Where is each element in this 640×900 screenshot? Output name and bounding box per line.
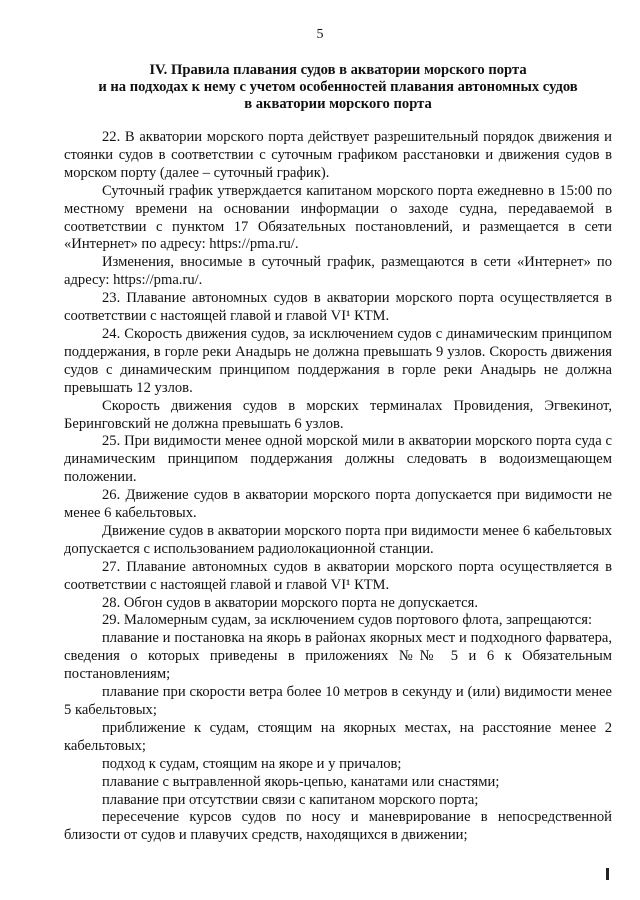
heading-line: IV. Правила плавания судов в акватории морского порта: [149, 62, 527, 78]
paragraph-daily-schedule: Суточный график утверждается капитаном морского порта ежедневно в 15:00 по местному времени на основании информации о заходе судна, передаваемой в соответствии с пунктом 17 Обязательных постановлений, и размещается в сети «Интернет» по адресу: https://pma.ru/.: [64, 182, 612, 253]
list-item: подход к судам, стоящим на якоре и у причалов;: [102, 755, 402, 772]
heading-line: в акватории морского порта: [244, 96, 432, 112]
list-item: приближение к судам, стоящим на якорных местах, на расстояние менее 2 кабельтовых;: [64, 719, 612, 754]
paragraph-schedule-changes: Изменения, вносимые в суточный график, размещаются в сети «Интернет» по адресу: https://pma.ru/.: [64, 254, 612, 289]
paragraph-terminal-speed: Скорость движения судов в морских терминалах Провидения, Эгвекинот, Беринговский не должна превышать 6 узлов.: [64, 397, 612, 432]
paragraph-23: 23. Плавание автономных судов в акватории морского порта осуществляется в соответствии с настоящей главой и главой VI¹ КТМ.: [64, 290, 612, 325]
list-item: плавание и постановка на якорь в районах якорных мест и подходного фарватера, сведения о которых приведены в приложениях №№ 5 и 6 к Обязательным постановлениям;: [64, 630, 612, 683]
paragraph-26: 26. Движение судов в акватории морского порта допускается при видимости не менее 6 кабельтовых.: [64, 487, 612, 522]
paragraph-25: 25. При видимости менее одной морской мили в акватории морского порта суда с динамическим принципом поддержания должны следовать в водоизмещающем положении.: [64, 433, 612, 486]
page-number: 5: [316, 27, 324, 42]
body-text: [64, 129, 612, 845]
paragraph-27: 27. Плавание автономных судов в акватории морского порта осуществляется в соответствии с настоящей главой и главой VI¹ КТМ.: [64, 558, 612, 593]
paragraph-24: 24. Скорость движения судов, за исключением судов с динамическим принципом поддержания, в горле реки Анадырь не должна превышать 9 узлов. Скорость движения судов с динамическим принципом поддержания в горле реки Анадырь не должна превышать 12 узлов.: [64, 325, 612, 396]
scan-artifact: [606, 868, 609, 880]
paragraph-29: 29. Маломерным судам, за исключением судов портового флота, запрещаются:: [102, 612, 593, 629]
list-item: плавание при скорости ветра более 10 метров в секунду и (или) видимости менее 5 кабельтовых;: [64, 684, 612, 718]
list-item: плавание с вытравленной якорь-цепью, канатами или снастями;: [102, 773, 500, 790]
list-item: пересечение курсов судов по носу и маневрирование в непосредственной близости от судов и плавучих средств, находящихся в движении;: [64, 809, 612, 844]
paragraph-22: 22. В акватории морского порта действует разрешительный порядок движения и стоянки судов в соответствии с суточным графиком расстановки и движения судов в морском порту (далее – суточный график).: [64, 129, 612, 181]
paragraph-28: 28. Обгон судов в акватории морского порта не допускается.: [102, 594, 478, 611]
section-heading: [64, 62, 612, 113]
heading-line: и на подходах к нему с учетом особенностей плавания автономных судов: [98, 79, 578, 95]
paragraph-radar: Движение судов в акватории морского порта при видимости менее 6 кабельтовых допускается с использованием радиолокационной станции.: [64, 522, 612, 557]
list-item: плавание при отсутствии связи с капитаном морского порта;: [102, 791, 479, 808]
